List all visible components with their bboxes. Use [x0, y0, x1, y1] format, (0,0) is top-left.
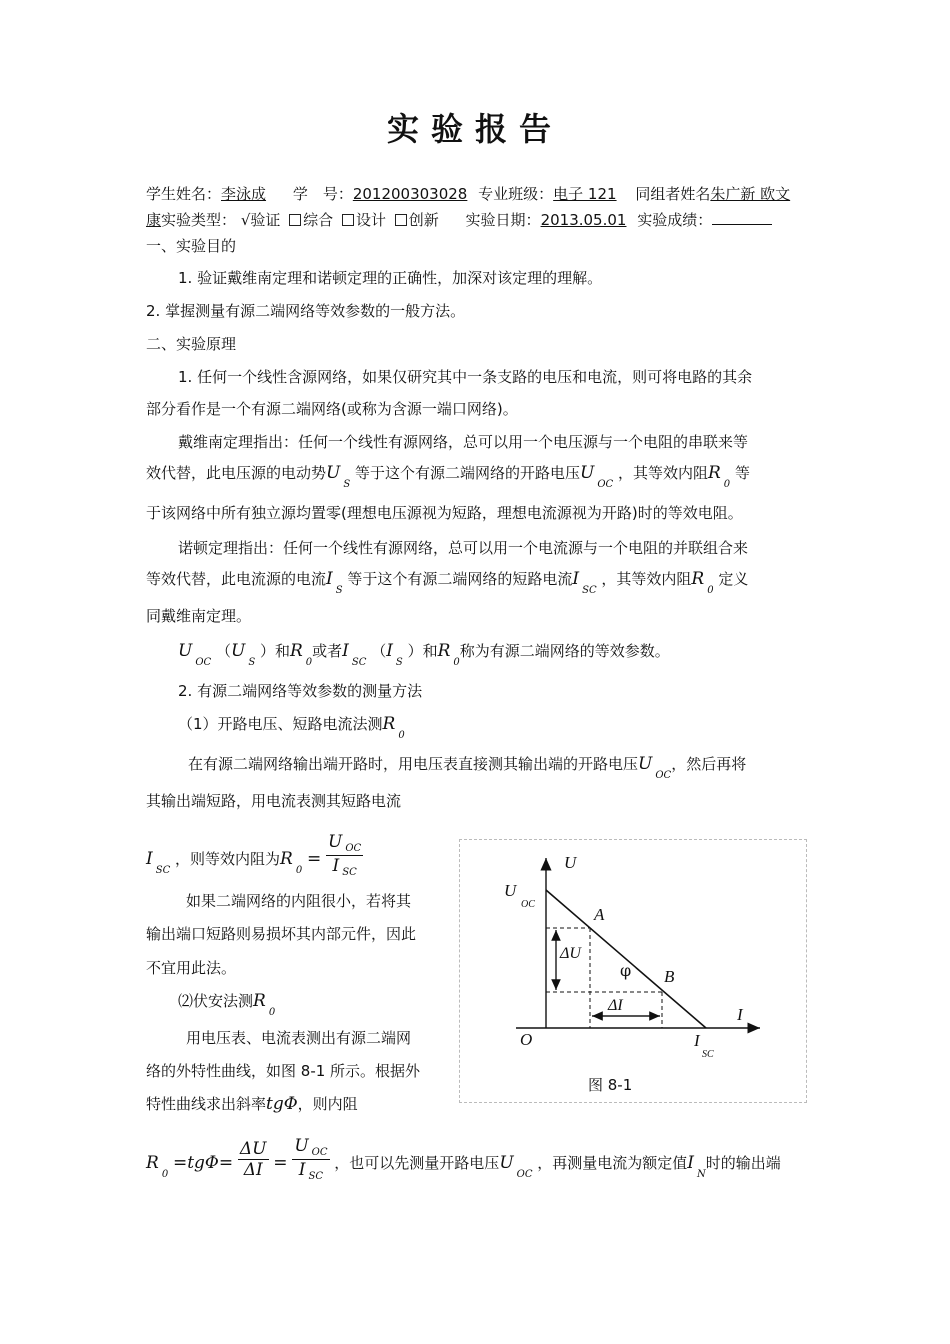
- method-1-note-2: 输出端口短路则易损坏其内部元件，因此: [146, 925, 417, 943]
- date-label: 实验日期：: [465, 211, 541, 229]
- text: ，再测量电流为额定值: [537, 1154, 688, 1172]
- page-title: 实验报告: [386, 110, 563, 148]
- subscript: 0: [161, 1169, 169, 1180]
- principle-1-line-1: 1. 任何一个线性含源网络，如果仅研究其中一条支路的电压和电流，则可将电路的其余: [178, 368, 753, 386]
- text: 等效代替，此电流源的电流: [146, 570, 327, 588]
- major: 电子 121: [553, 185, 617, 203]
- denominator: [238, 1160, 269, 1180]
- objective-2: 2. 掌握测量有源二端网络等效参数的一般方法。: [146, 302, 466, 320]
- text: 称为有源二端网络的等效参数。: [459, 642, 670, 660]
- denominator: [292, 1160, 329, 1183]
- subscript: N: [697, 1169, 706, 1180]
- type-innovation: 创新: [408, 211, 439, 229]
- subscript: OC: [311, 1147, 328, 1158]
- symbol-i: I: [386, 641, 393, 661]
- equals-sign: =: [307, 849, 322, 869]
- subscript: 0: [305, 657, 313, 668]
- symbol-i: I: [146, 849, 153, 869]
- thevenin-line-3: 于该网络中所有独立源均置零(理想电压源视为短路，理想电流源视为开路)时的等效电阻。: [146, 504, 743, 522]
- method-2-line-3: [146, 1093, 358, 1114]
- tg-phi: tgΦ: [187, 1153, 219, 1173]
- type-label: 实验类型：: [161, 211, 237, 229]
- subscript: 0: [268, 1007, 276, 1018]
- symbol-u: U: [328, 832, 343, 852]
- student-name: 李泳成: [221, 185, 267, 203]
- symbol-r: R: [707, 463, 721, 483]
- text: ，然后再将: [671, 755, 747, 773]
- uoc-subscript: OC: [521, 899, 535, 910]
- subscript: S: [395, 657, 403, 668]
- symbol-r: R: [146, 1153, 159, 1173]
- symbol-u: U: [580, 463, 595, 483]
- text: ，其等效内阻: [617, 464, 708, 482]
- symbol-u: U: [230, 641, 246, 661]
- text: 定义: [718, 570, 749, 588]
- symbol-r: R: [280, 849, 293, 869]
- type-comprehensive: 综合: [303, 211, 334, 229]
- method-heading: 2. 有源二端网络等效参数的测量方法: [178, 682, 423, 700]
- denominator: [326, 856, 363, 879]
- uoc-label: U: [504, 881, 517, 900]
- subscript: 0: [707, 585, 714, 596]
- norton-line-3: 同戴维南定理。: [146, 607, 252, 625]
- equals-sign: =: [218, 1153, 234, 1173]
- symbol-r: R: [437, 641, 451, 661]
- symbol-r: R: [253, 991, 266, 1011]
- principle-1-line-2: 部分看作是一个有源二端网络(或称为含源一端口网络)。: [146, 400, 518, 418]
- point-a-label: A: [594, 905, 605, 924]
- method-1-heading: [178, 713, 405, 741]
- text: 效代替，此电压源的电动势: [146, 464, 327, 482]
- header-line-1: [146, 183, 790, 204]
- symbol-u: U: [178, 641, 193, 661]
- symbol-i: I: [332, 856, 340, 876]
- section-1-heading: 一、实验目的: [146, 237, 237, 255]
- phi-label: φ: [620, 961, 632, 980]
- thevenin-line-1: 戴维南定理指出：任何一个线性有源网络，总可以用一个电压源与一个电阻的串联来等: [178, 433, 749, 451]
- partner-label: 同组者姓名: [635, 185, 711, 203]
- text: 等: [734, 464, 750, 482]
- subscript: SC: [342, 867, 357, 878]
- point-b-label: B: [664, 967, 675, 986]
- symbol-i: I: [572, 569, 580, 589]
- norton-line-1: 诺顿定理指出：任何一个线性有源网络，总可以用一个电流源与一个电阻的并联组合来: [178, 539, 749, 557]
- text: （1）开路电压、短路电流法测: [178, 715, 383, 733]
- symbol-r: R: [382, 714, 396, 734]
- type-design: 设计: [355, 211, 386, 229]
- subscript: SC: [582, 585, 597, 596]
- equals-sign: =: [273, 1153, 288, 1173]
- symbol-u: U: [499, 1153, 514, 1173]
- norton-line-2: [146, 568, 749, 596]
- text: （: [371, 642, 387, 660]
- name-label: 学生姓名：: [146, 185, 222, 203]
- delta-i-label: ΔI: [608, 997, 623, 1014]
- checkbox-icon: [395, 214, 407, 226]
- method-1-line-2: 其输出端短路，用电流表测其短路电流: [146, 792, 402, 810]
- subscript: 0: [295, 865, 303, 876]
- section-2-heading: 二、实验原理: [146, 335, 237, 353]
- subscript: S: [248, 657, 256, 668]
- method-1-note-1: 如果二端网络的内阻很小，若将其: [186, 892, 412, 910]
- symbol-i: I: [298, 1160, 306, 1180]
- major-label: 专业班级：: [478, 185, 554, 203]
- method-2-line-1: 用电压表、电流表测出有源二端网: [186, 1029, 412, 1047]
- text: 在有源二端网络输出端开路时，用电压表直接测其输出端的开路电压: [188, 755, 639, 773]
- subscript: OC: [516, 1169, 533, 1180]
- text: ，则内阻: [297, 1095, 358, 1113]
- fraction: [292, 1136, 329, 1183]
- fraction: [326, 832, 363, 879]
- symbol-u: U: [326, 463, 341, 483]
- symbol-i: I: [342, 641, 349, 661]
- isc-subscript: SC: [702, 1049, 714, 1060]
- subscript: SC: [155, 865, 171, 876]
- numerator: [238, 1139, 269, 1160]
- delta-i: ΔI: [243, 1160, 263, 1180]
- partner-names: 朱广新 欧文: [710, 185, 791, 203]
- type-verify: √验证: [240, 211, 281, 229]
- figure-caption: 图 8-1: [588, 1076, 633, 1094]
- origin-label: O: [520, 1030, 533, 1049]
- subscript: SC: [351, 657, 367, 668]
- numerator: [292, 1136, 329, 1160]
- thevenin-line-2: [146, 462, 750, 490]
- delta-u: ΔU: [239, 1139, 267, 1159]
- checkbox-icon: [342, 214, 354, 226]
- figure-8-1: [459, 839, 807, 1103]
- partner-names-cont: 康: [146, 211, 162, 229]
- volt-ampere-diagram: [460, 840, 806, 1102]
- fraction: [238, 1139, 269, 1180]
- text: 特性曲线求出斜率: [146, 1095, 267, 1113]
- text: 或者: [312, 642, 343, 660]
- symbol-r: R: [289, 641, 303, 661]
- method-1-line-1: [188, 753, 747, 781]
- text: ，则等效内阻为: [175, 850, 281, 868]
- subscript: 0: [723, 479, 731, 490]
- resistance-formula-line: [146, 832, 363, 883]
- score-blank: [712, 210, 772, 225]
- text: ，也可以先测量开路电压: [334, 1154, 500, 1172]
- symbol-i: I: [326, 569, 333, 589]
- score-label: 实验成绩：: [637, 211, 713, 229]
- delta-u-label: ΔU: [560, 945, 581, 962]
- axis-label-u: U: [564, 853, 577, 872]
- symbol-r: R: [691, 569, 705, 589]
- header-line-2: [146, 209, 772, 230]
- slope-formula-line: [146, 1136, 781, 1187]
- method-2-line-2: 络的外特性曲线，如图 8-1 所示。根据外: [146, 1062, 421, 1080]
- text: （: [215, 642, 231, 660]
- experiment-date: 2013.05.01: [540, 211, 627, 229]
- symbol-i: I: [687, 1153, 695, 1173]
- student-id: 201200303028: [352, 185, 468, 203]
- text: 等于这个有源二端网络的短路电流: [347, 570, 573, 588]
- subscript: OC: [195, 657, 212, 668]
- id-label: 学 号：: [292, 185, 353, 203]
- objective-1: 1. 验证戴维南定理和诺顿定理的正确性，加深对该定理的理解。: [178, 269, 603, 287]
- subscript: S: [335, 585, 343, 596]
- subscript: OC: [597, 479, 614, 490]
- subscript: S: [343, 479, 351, 490]
- subscript: OC: [655, 770, 672, 781]
- symbol-u: U: [638, 754, 653, 774]
- equivalent-params-line: [178, 640, 670, 668]
- method-1-note-3: 不宜用此法。: [146, 959, 237, 977]
- equals-sign: =: [172, 1153, 188, 1173]
- isc-label: I: [694, 1031, 700, 1050]
- text: ）和: [407, 642, 438, 660]
- subscript: OC: [345, 843, 362, 854]
- subscript: 0: [398, 730, 405, 741]
- text: ⑵伏安法测: [178, 992, 254, 1010]
- text: 时的输出端: [705, 1154, 781, 1172]
- text: ，其等效内阻: [601, 570, 692, 588]
- text: 等于这个有源二端网络的开路电压: [354, 464, 580, 482]
- tg-phi: tgΦ: [266, 1094, 298, 1114]
- subscript: 0: [453, 657, 460, 668]
- numerator: [326, 832, 363, 856]
- subscript: SC: [308, 1171, 324, 1182]
- text: ）和: [259, 642, 290, 660]
- checkbox-icon: [289, 214, 301, 226]
- symbol-u: U: [294, 1136, 309, 1156]
- method-2-heading: [178, 990, 276, 1018]
- axis-label-i: I: [737, 1005, 743, 1024]
